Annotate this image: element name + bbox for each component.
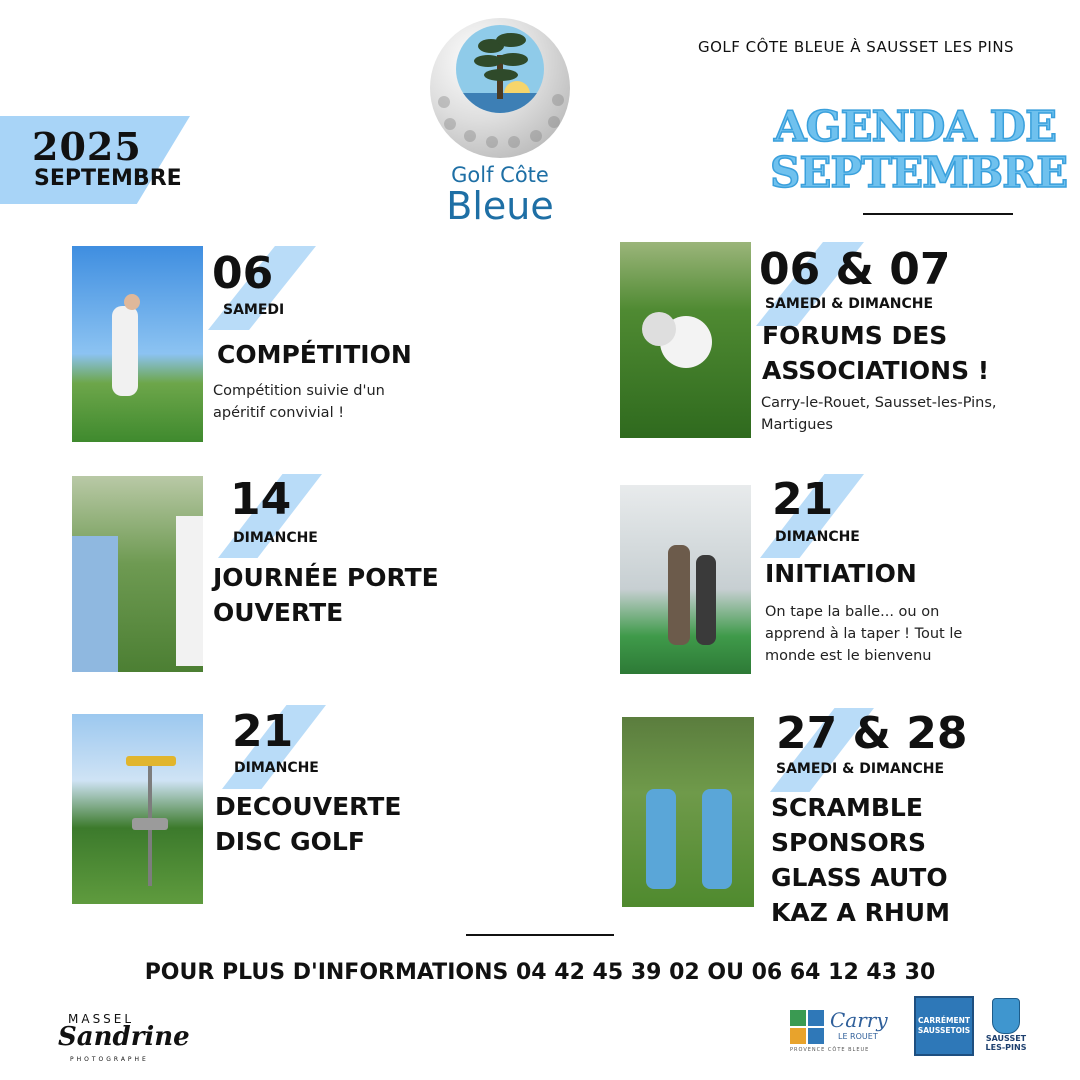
event-photo-golfer	[72, 246, 203, 442]
sausset-line2: LES-PINS	[985, 1043, 1027, 1052]
carry-le-rouet-logo	[790, 1008, 890, 1056]
carry-tag: PROVENCE CÔTE BLEUE	[790, 1047, 870, 1053]
event-title-line: SCRAMBLE	[771, 793, 923, 822]
event-photo-driving-range	[620, 485, 751, 674]
event-title-line: ASSOCIATIONS !	[762, 356, 990, 385]
event-date: 27 & 28	[776, 708, 968, 759]
event-title-line: FORUMS DES	[762, 321, 948, 350]
sausset-line1: SAUSSET	[985, 1034, 1027, 1043]
photographer-signature	[58, 1012, 190, 1066]
photographer-sub: PHOTOGRAPHE	[70, 1056, 149, 1063]
logo-text-line2: Bleue	[446, 184, 554, 228]
event-weekday: DIMANCHE	[234, 760, 319, 776]
event-title-line: OUVERTE	[213, 598, 344, 627]
event-description-line: Martigues	[761, 417, 833, 433]
agenda-title	[770, 102, 1068, 197]
event-description	[765, 601, 962, 667]
event-weekday: DIMANCHE	[775, 529, 860, 545]
carry-sub: LE ROUET	[838, 1032, 878, 1041]
event-weekday: SAMEDI	[223, 302, 285, 318]
event-weekday: SAMEDI & DIMANCHE	[765, 296, 934, 312]
event-photo-high-five	[622, 717, 754, 907]
event-weekday: DIMANCHE	[233, 530, 318, 546]
month-label: SEPTEMBRE	[34, 166, 182, 191]
event-title-line: DECOUVERTE	[215, 792, 402, 821]
event-title	[765, 556, 917, 591]
event-title-line: GLASS AUTO	[771, 863, 948, 892]
year-label: 2025	[32, 124, 142, 169]
carry-name: Carry	[830, 1008, 888, 1032]
photographer-name: Sandrine	[58, 1022, 190, 1052]
event-date: 21	[772, 474, 834, 525]
event-date: 06 & 07	[759, 244, 951, 295]
event-title	[217, 337, 412, 372]
event-date: 14	[230, 474, 292, 525]
event-title-line: DISC GOLF	[215, 827, 365, 856]
event-description-line: monde est le bienvenu	[765, 648, 932, 664]
photographer-top: MASSEL	[68, 1012, 135, 1026]
event-photo-golf-ball	[620, 242, 751, 438]
event-title-line: COMPÉTITION	[217, 340, 412, 369]
event-description-line: Compétition suivie d'un	[213, 383, 385, 399]
event-title-line: INITIATION	[765, 559, 917, 588]
carrement-line2: SAUSSETOIS	[917, 1026, 971, 1035]
carrement-line1: CARRÉMENT	[918, 1016, 970, 1025]
event-description	[213, 380, 385, 424]
event-title-line: KAZ A RHUM	[771, 898, 950, 927]
event-description-line: apprend à la taper ! Tout le	[765, 626, 963, 642]
event-title	[215, 789, 401, 859]
event-date: 06	[212, 248, 274, 299]
event-description	[761, 392, 997, 436]
sausset-les-pins-logo	[984, 996, 1028, 1056]
agenda-title-line2: SEPTEMBRE	[770, 148, 1068, 197]
event-description-line: Carry-le-Rouet, Sausset-les-Pins,	[761, 395, 997, 411]
carrement-saussetois-logo	[914, 996, 974, 1056]
pine-tree-icon	[456, 25, 544, 113]
venue-label: GOLF CÔTE BLEUE À SAUSSET LES PINS	[698, 38, 1015, 56]
event-description-line: On tape la balle... ou on	[765, 604, 940, 620]
event-description-line: apéritif convivial !	[213, 405, 345, 421]
event-title	[213, 560, 439, 630]
event-title-line: SPONSORS	[771, 828, 927, 857]
event-photo-disc-golf	[72, 714, 203, 904]
event-title	[762, 318, 989, 388]
divider	[466, 934, 614, 936]
logo-text-line1: Golf Côte	[451, 163, 549, 187]
event-title-line: JOURNÉE PORTE	[213, 563, 439, 592]
divider	[863, 213, 1013, 215]
agenda-title-line1: AGENDA DE	[774, 102, 1056, 151]
event-photo-lesson	[72, 476, 203, 672]
event-date: 21	[232, 706, 294, 757]
event-title	[771, 790, 950, 930]
contact-info: POUR PLUS D'INFORMATIONS 04 42 45 39 02 OU 06 64 12 43 30	[144, 960, 936, 985]
event-weekday: SAMEDI & DIMANCHE	[776, 761, 945, 777]
